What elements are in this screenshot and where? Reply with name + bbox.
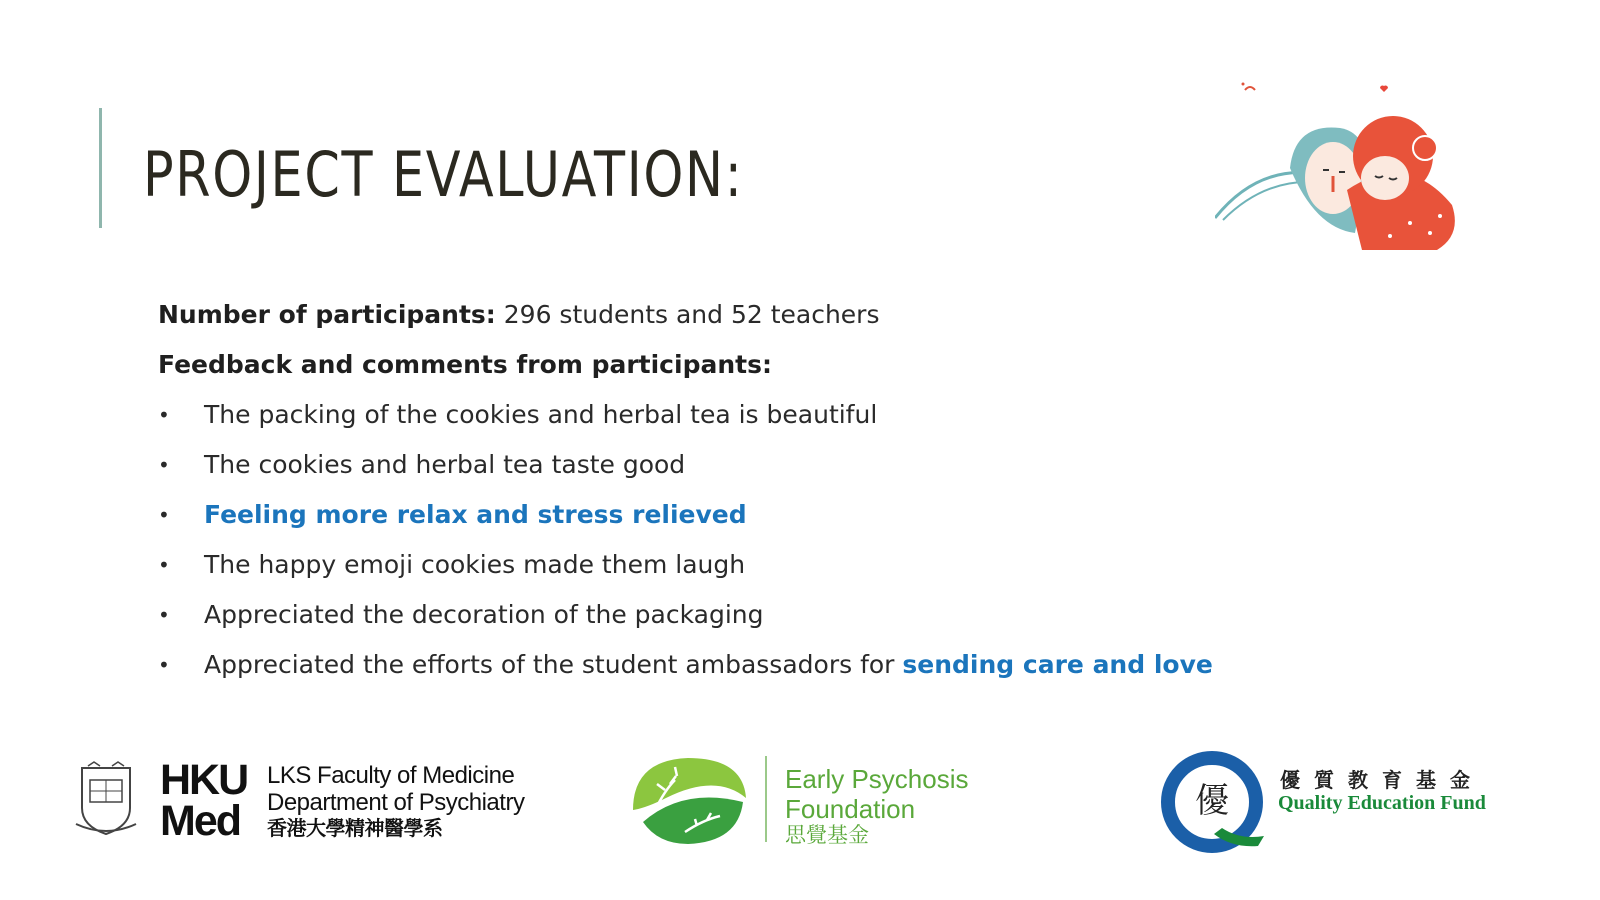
quality-education-fund-logo [1160, 750, 1520, 860]
slide-title: PROJECT EVALUATION: [143, 138, 744, 211]
bullet-icon: • [158, 403, 170, 427]
qef-emblem-icon [1160, 750, 1270, 860]
qef-chinese-name: 優質教育基金 [1280, 768, 1484, 792]
bullet-icon: • [158, 453, 170, 477]
bullet-icon: • [158, 503, 170, 527]
bullet-icon: • [158, 553, 170, 577]
feedback-heading: Feedback and comments from participants: [158, 350, 772, 379]
participants-line [158, 290, 1458, 340]
svg-text:優: 優 [1195, 781, 1229, 821]
hku-crest-icon [72, 760, 140, 840]
sprout-emblem-icon [625, 750, 750, 850]
hugging-friends-illustration [1215, 78, 1485, 253]
participants-value: 296 students and 52 teachers [503, 300, 880, 329]
participants-label: Number of participants: [158, 300, 496, 329]
feedback-item: • The packing of the cookies and herbal tea is beautiful [158, 390, 1458, 440]
feedback-item: • The happy emoji cookies made them laugh [158, 540, 1458, 590]
title-accent-bar [99, 108, 102, 228]
feedback-list [158, 390, 1458, 690]
early-psychosis-foundation-logo [625, 750, 1085, 860]
sponsor-logos [0, 750, 1600, 860]
hku-med-wordmark: HKU Med [160, 756, 248, 845]
feedback-item: • Appreciated the efforts of the student ambassadors for sending care and love [158, 640, 1458, 690]
bullet-icon: • [158, 603, 170, 627]
feedback-item: • The cookies and herbal tea taste good [158, 440, 1458, 490]
feedback-item: • Feeling more relax and stress relieved [158, 490, 1458, 540]
hku-department-text: LKS Faculty of Medicine Department of Psychiatry 香港大學精神醫學系 [267, 762, 525, 840]
slide-body [158, 290, 1458, 690]
logo-divider [765, 756, 767, 842]
qef-english-name: Quality Education Fund [1278, 792, 1486, 814]
hku-med-logo [72, 756, 572, 850]
epf-wordmark: Early Psychosis Foundation 思覺基金 [785, 764, 969, 847]
bullet-icon: • [158, 653, 170, 677]
feedback-item: • Appreciated the decoration of the packaging [158, 590, 1458, 640]
